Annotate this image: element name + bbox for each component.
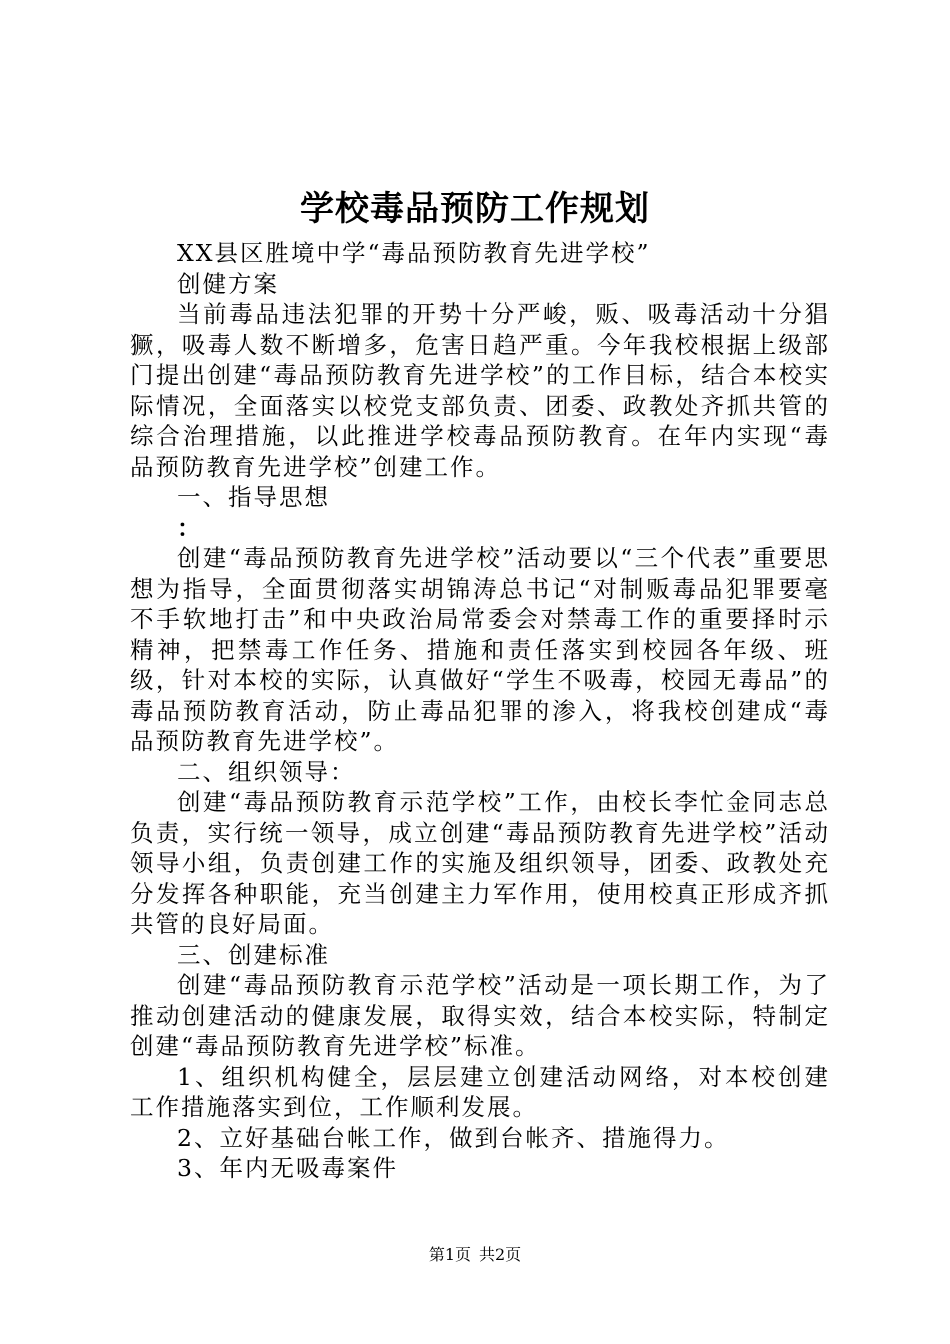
standard-item-2: 2、立好基础台帐工作，做到台帐齐、措施得力。 [177, 1123, 730, 1152]
section-heading-organization: 二、组织领导： [177, 757, 356, 786]
section-heading-guiding-ideology: 一、指导思想 [177, 483, 330, 511]
section-heading-standards: 三、创建标准 [177, 940, 330, 969]
guiding-ideology-paragraph: 创建“毒品预防教育先进学校”活动要以“三个代表”重要思想为指导，全面贯彻落实胡锦涛总书记“对制贩毒品犯罪要毫不手软地打击”和中央政治局常委会对禁毒工作的重要择时示精神，把禁毒工作任务、措施和责任落实到校园各年级、班级，针对本校的实际，认真做好“学生不吸毒，校园无毒品”的毒品预防教育活动，防止毒品犯罪的渗入，将我校创建成“毒品预防教育先进学校”。 [130, 544, 830, 755]
standard-item-1: 1、组织机构健全，层层建立创建活动网络，对本校创建工作措施落实到位，工作顺利发展。 [130, 1062, 830, 1121]
page-total: 共2页 [479, 1245, 522, 1264]
standards-paragraph: 创建“毒品预防教育示范学校”活动是一项长期工作，为了推动创建活动的健康发展，取得实效，结合本校实际，特制定创建“毒品预防教育先进学校”标准。 [130, 971, 830, 1060]
plan-subtitle: 创健方案 [177, 269, 279, 298]
school-name-line: XX县区胜境中学“毒品预防教育先进学校” [177, 239, 651, 267]
document-body [130, 238, 830, 1184]
page-number: 第1页 [428, 1245, 471, 1264]
document-title: 学校毒品预防工作规划 [300, 189, 650, 229]
stray-colon: ： [177, 513, 203, 542]
organization-paragraph: 创建“毒品预防教育示范学校”工作，由校长李忙金同志总负责，实行统一领导，成立创建“毒品预防教育先进学校”活动领导小组，负责创建工作的实施及组织领导，团委、政教处充分发挥各种职能，充当创建主力军作用，使用校真正形成齐抓共管的良好局面。 [130, 788, 830, 938]
standard-item-3: 3、年内无吸毒案件 [177, 1154, 398, 1182]
page-footer [0, 1244, 950, 1266]
intro-paragraph: 当前毒品违法犯罪的开势十分严峻，贩、吸毒活动十分猖獗，吸毒人数不断增多，危害日趋严重。今年我校根据上级部门提出创建“毒品预防教育先进学校”的工作目标，结合本校实际情况，全面落实以校党支部负责、团委、政教处齐抓共管的综合治理措施，以此推进学校毒品预防教育。在年内实现“毒品预防教育先进学校”创建工作。 [130, 300, 830, 481]
